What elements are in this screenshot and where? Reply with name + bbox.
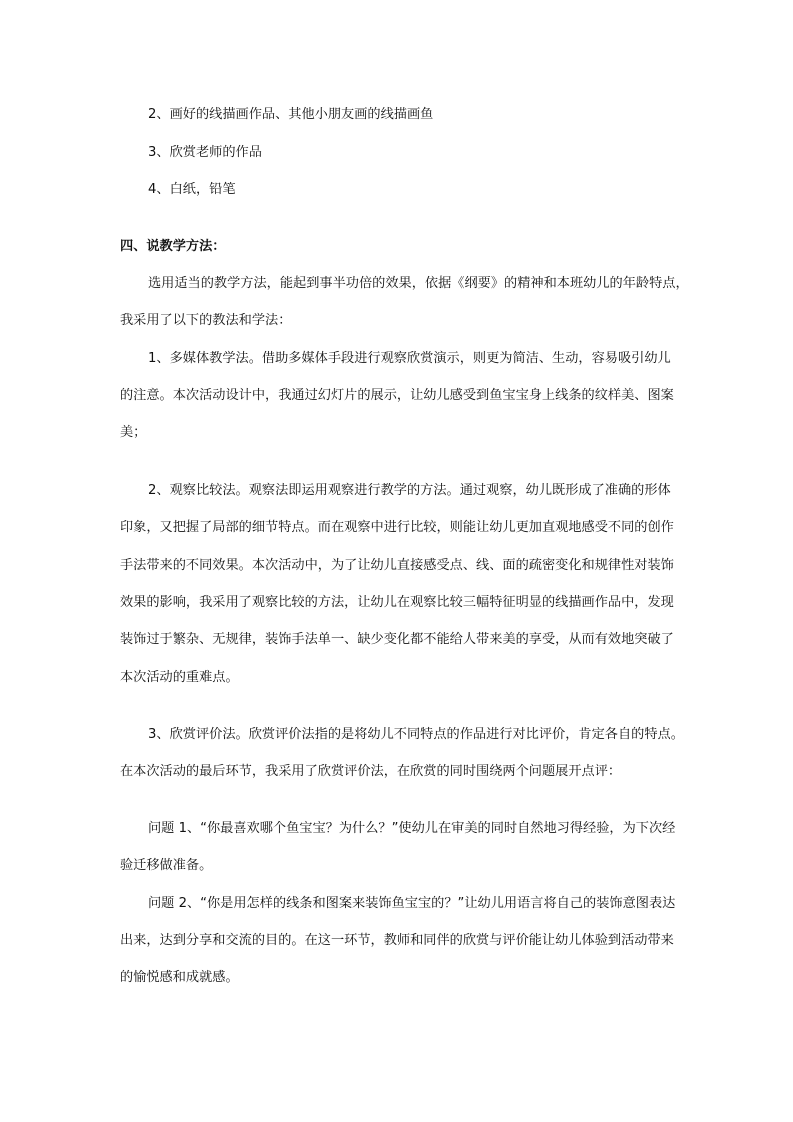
- paragraph-line: 在本次活动的最后环节，我采用了欣赏评价法，在欣赏的同时围绕两个问题展开点评：: [120, 764, 622, 779]
- paragraph-line: 的愉悦感和成就感。: [120, 970, 239, 985]
- material-item-4: 4、白纸，铅笔: [148, 182, 236, 197]
- paragraph-line: 的注意。本次活动设计中，我通过幻灯片的展示，让幼儿感受到鱼宝宝身上线条的纹样美、图案: [120, 388, 674, 403]
- paragraph-line: 1、多媒体教学法。借助多媒体手段进行观察欣赏演示，则更为简洁、生动，容易吸引幼儿: [148, 351, 671, 366]
- paragraph-line: 手法带来的不同效果。本次活动中，为了让幼儿直接感受点、线、面的疏密变化和规律性对装饰: [120, 558, 674, 573]
- paragraph-line: 本次活动的重难点。: [120, 670, 239, 685]
- material-item-3: 3、欣赏老师的作品: [148, 145, 262, 160]
- paragraph-line: 出来，达到分享和交流的目的。在这一环节，教师和同伴的欣赏与评价能让幼儿体验到活动带来: [120, 933, 674, 948]
- section-heading: 四、说教学方法：: [120, 239, 226, 254]
- paragraph-line: 选用适当的教学方法，能起到事半功倍的效果，依据《纲要》的精神和本班幼儿的年龄特点，: [148, 276, 689, 291]
- paragraph-line: 问题 2、“你是用怎样的线条和图案来装饰鱼宝宝的？”让幼儿用语言将自己的装饰意图表达: [148, 896, 676, 911]
- paragraph-line: 2、观察比较法。观察法即运用观察进行教学的方法。通过观察，幼儿既形成了准确的形体: [148, 483, 671, 498]
- paragraph-line: 验迁移做准备。: [120, 858, 213, 873]
- paragraph-line: 装饰过于繁杂、无规律，装饰手法单一、缺少变化都不能给人带来美的享受，从而有效地突破了: [120, 632, 674, 647]
- paragraph-line: 印象，又把握了局部的细节特点。而在观察中进行比较，则能让幼儿更加直观地感受不同的创作: [120, 520, 674, 535]
- paragraph-line: 3、欣赏评价法。欣赏评价法指的是将幼儿不同特点的作品进行对比评价，肯定各自的特点。: [148, 727, 684, 742]
- paragraph-line: 效果的影响，我采用了观察比较的方法，让幼儿在观察比较三幅特征明显的线描画作品中，发现: [120, 595, 674, 610]
- paragraph-line: 问题 1、“你最喜欢哪个鱼宝宝？为什么？”使幼儿在审美的同时自然地习得经验，为下次经: [148, 821, 676, 836]
- paragraph-line: 我采用了以下的教法和学法：: [120, 313, 292, 328]
- material-item-2: 2、画好的线描画作品、其他小朋友画的线描画鱼: [148, 107, 434, 122]
- paragraph-line: 美；: [120, 425, 147, 440]
